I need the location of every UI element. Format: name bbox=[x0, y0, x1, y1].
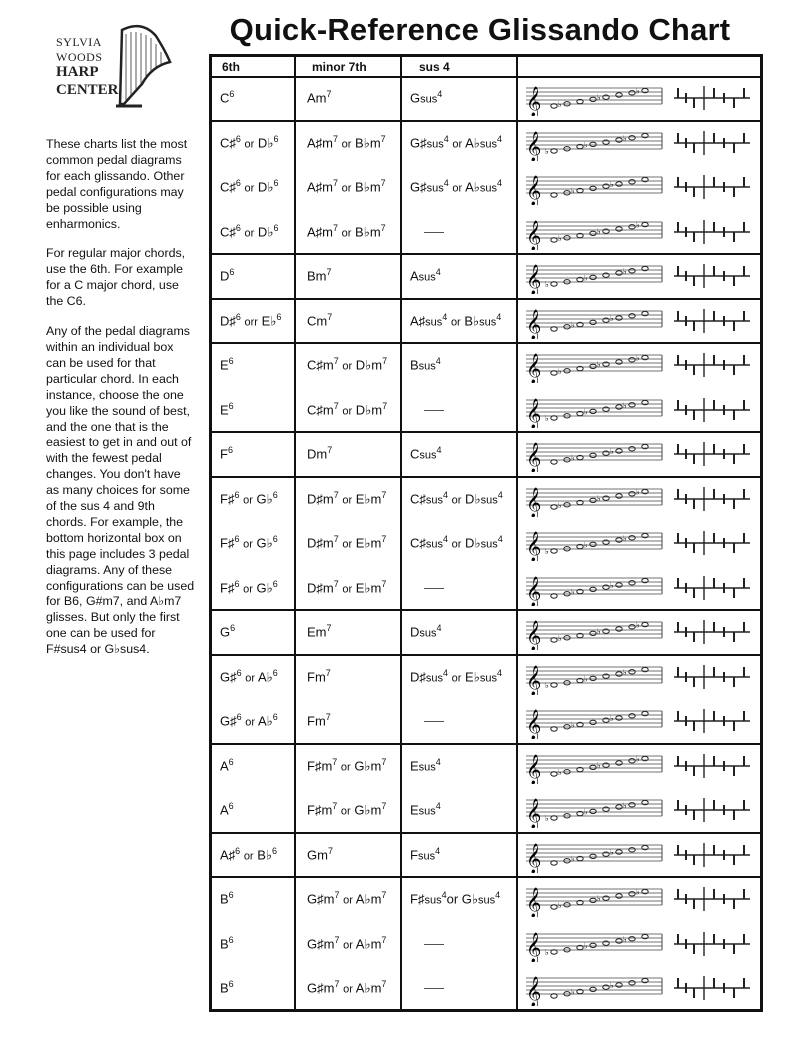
chord-cell-minor7: $A♯m^7$ or $B♭m^7$ bbox=[307, 222, 386, 240]
svg-text:♭: ♭ bbox=[571, 186, 575, 196]
chord-cell-sixth: C♯$^6$ or D♭$^6$ bbox=[220, 178, 279, 195]
svg-text:♭: ♭ bbox=[571, 987, 575, 997]
chord-cell-sixth: $B^6$ bbox=[220, 979, 234, 996]
notation-staff bbox=[524, 570, 664, 606]
empty-cell-dash bbox=[424, 232, 444, 233]
svg-text:♭: ♭ bbox=[558, 367, 562, 377]
chord-cell-minor7: $G♯m^7$ or $A♭m^7$ bbox=[307, 934, 387, 952]
svg-text:♭: ♭ bbox=[571, 720, 575, 730]
svg-text:♭: ♭ bbox=[545, 547, 549, 557]
col-header-sus4: sus 4 bbox=[419, 60, 450, 74]
notation-staff bbox=[524, 214, 664, 250]
svg-text:♭: ♭ bbox=[545, 280, 549, 290]
svg-text:𝄞: 𝄞 bbox=[526, 576, 542, 606]
empty-cell-dash bbox=[424, 410, 444, 411]
harp-icon bbox=[112, 22, 174, 108]
svg-text:𝄞: 𝄞 bbox=[526, 932, 542, 962]
pedal-diagram bbox=[672, 662, 752, 692]
pedal-diagram bbox=[672, 884, 752, 914]
pedal-diagram bbox=[672, 83, 752, 113]
col-header-6th: 6th bbox=[222, 60, 240, 74]
chord-cell-minor7: $C♯m^7$ or $D♭m^7$ bbox=[307, 356, 388, 373]
group-divider bbox=[212, 120, 760, 122]
chord-cell-minor7: Dm$^7$ bbox=[307, 445, 333, 462]
svg-text:♭: ♭ bbox=[545, 413, 549, 423]
note-paragraph-1: These charts list the most common pedal diagrams for each glissando. Other pedal configurations may be possible using enharmonics. bbox=[46, 137, 188, 231]
svg-text:♭: ♭ bbox=[584, 140, 588, 150]
chord-cell-sus4: Esus$^4$ bbox=[410, 756, 441, 774]
pedal-diagram bbox=[672, 128, 752, 158]
group-divider bbox=[212, 476, 760, 478]
svg-text:𝄞: 𝄞 bbox=[526, 443, 542, 473]
notation-staff bbox=[524, 748, 664, 784]
chord-cell-sixth: G♯$^6$ or A♭$^6$ bbox=[220, 712, 278, 729]
svg-text:♭: ♭ bbox=[623, 934, 627, 944]
notation-staff bbox=[524, 481, 664, 517]
notation-staff bbox=[524, 926, 664, 962]
notation-staff bbox=[524, 392, 664, 428]
page-title: Quick-Reference Glissando Chart bbox=[229, 12, 731, 47]
instructions-text bbox=[46, 137, 196, 672]
svg-text:♭: ♭ bbox=[623, 267, 627, 277]
chord-cell-minor7: $G♯m^7$ or $A♭m^7$ bbox=[307, 979, 387, 996]
notation-staff bbox=[524, 970, 664, 1006]
svg-text:♭: ♭ bbox=[545, 146, 549, 156]
svg-text:♭: ♭ bbox=[597, 226, 601, 236]
logo-line-1: SYLVIA bbox=[56, 35, 102, 49]
chord-cell-sixth: $C^6$ bbox=[220, 89, 235, 106]
svg-text:♭: ♭ bbox=[610, 447, 614, 457]
chord-cell-sixth: $B^6$ bbox=[220, 934, 234, 952]
svg-text:♭: ♭ bbox=[597, 627, 601, 637]
chord-cell-sus4: Gsus$^4$ bbox=[410, 89, 443, 106]
pedal-diagram bbox=[672, 573, 752, 603]
svg-text:𝄞: 𝄞 bbox=[526, 665, 542, 695]
chord-cell-minor7: Bm$^7$ bbox=[307, 267, 332, 284]
notation-staff bbox=[524, 792, 664, 828]
notation-staff bbox=[524, 436, 664, 472]
svg-text:♭: ♭ bbox=[610, 180, 614, 190]
notation-staff bbox=[524, 525, 664, 561]
note-paragraph-2: For regular major chords, use the 6th. For example for a C major chord, use the C6. bbox=[46, 246, 186, 309]
chord-cell-sixth: C♯$^6$ or D♭$^6$ bbox=[220, 222, 279, 240]
chord-cell-sixth: $F^6$ bbox=[220, 445, 233, 462]
pedal-diagram bbox=[672, 929, 752, 959]
chord-cell-sus4: Esus$^4$ bbox=[410, 801, 441, 818]
notation-staff bbox=[524, 258, 664, 294]
svg-text:♭: ♭ bbox=[597, 760, 601, 770]
svg-text:♭: ♭ bbox=[610, 981, 614, 991]
svg-text:𝄞: 𝄞 bbox=[526, 309, 542, 339]
group-divider bbox=[212, 609, 760, 611]
pedal-diagram bbox=[672, 172, 752, 202]
svg-text:♭: ♭ bbox=[545, 680, 549, 690]
svg-text:♭: ♭ bbox=[597, 493, 601, 503]
chord-cell-sus4: Csus$^4$ bbox=[410, 445, 442, 462]
svg-text:♭: ♭ bbox=[558, 233, 562, 243]
chord-cell-sus4: F♯sus$^4$or G♭sus$^4$ bbox=[410, 890, 501, 907]
group-divider bbox=[212, 654, 760, 656]
notation-staff bbox=[524, 837, 664, 873]
pedal-diagram bbox=[672, 395, 752, 425]
chord-cell-sus4: A♯sus$^4$ or B♭sus$^4$ bbox=[410, 311, 502, 329]
chord-cell-minor7: $G♯m^7$ or $A♭m^7$ bbox=[307, 890, 387, 907]
chord-cell-minor7: Am$^7$ bbox=[307, 89, 332, 106]
svg-text:♭: ♭ bbox=[623, 534, 627, 544]
svg-text:♭: ♭ bbox=[610, 313, 614, 323]
svg-text:𝄞: 𝄞 bbox=[526, 977, 542, 1007]
col-divider bbox=[294, 57, 296, 1009]
chord-cell-sixth: $E^6$ bbox=[220, 356, 234, 373]
pedal-diagram bbox=[672, 617, 752, 647]
notation-staff bbox=[524, 80, 664, 116]
group-divider bbox=[212, 431, 760, 433]
chord-cell-sus4: Fsus$^4$ bbox=[410, 845, 441, 863]
pedal-diagram bbox=[672, 439, 752, 469]
svg-text:♭: ♭ bbox=[558, 901, 562, 911]
pedal-diagram bbox=[672, 795, 752, 825]
notation-staff bbox=[524, 881, 664, 917]
chord-cell-sixth: F♯$^6$ or G♭$^6$ bbox=[220, 489, 278, 507]
chord-cell-sixth: $B^6$ bbox=[220, 890, 234, 907]
chord-cell-minor7: Gm$^7$ bbox=[307, 845, 333, 863]
group-divider bbox=[212, 298, 760, 300]
chord-cell-minor7: $D♯m^7$ or $E♭m^7$ bbox=[307, 578, 387, 596]
notation-staff bbox=[524, 703, 664, 739]
svg-text:♭: ♭ bbox=[584, 941, 588, 951]
chord-cell-sus4: G♯sus$^4$ or A♭sus$^4$ bbox=[410, 133, 503, 151]
svg-text:♭: ♭ bbox=[623, 801, 627, 811]
group-divider bbox=[212, 743, 760, 745]
pedal-diagram bbox=[672, 261, 752, 291]
svg-text:♭: ♭ bbox=[636, 86, 640, 96]
chord-cell-sixth: $A^6$ bbox=[220, 801, 234, 818]
svg-text:♭: ♭ bbox=[610, 714, 614, 724]
svg-text:♭: ♭ bbox=[610, 580, 614, 590]
harp-center-logo bbox=[52, 22, 172, 114]
group-divider bbox=[212, 832, 760, 834]
chord-cell-sixth: F♯$^6$ or G♭$^6$ bbox=[220, 534, 278, 551]
col-divider bbox=[516, 57, 518, 1009]
empty-cell-dash bbox=[424, 988, 444, 989]
svg-text:𝄞: 𝄞 bbox=[526, 220, 542, 250]
svg-text:♭: ♭ bbox=[558, 500, 562, 510]
svg-text:𝄞: 𝄞 bbox=[526, 843, 542, 873]
svg-text:♭: ♭ bbox=[558, 100, 562, 110]
svg-text:♭: ♭ bbox=[636, 887, 640, 897]
svg-text:𝄞: 𝄞 bbox=[526, 754, 542, 784]
logo-line-4: CENTER bbox=[56, 82, 119, 98]
col-divider bbox=[400, 57, 402, 1009]
chord-cell-minor7: $D♯m^7$ or $E♭m^7$ bbox=[307, 489, 387, 507]
svg-text:𝄞: 𝄞 bbox=[526, 398, 542, 428]
svg-text:♭: ♭ bbox=[636, 220, 640, 230]
pedal-diagram bbox=[672, 973, 752, 1003]
empty-cell-dash bbox=[424, 721, 444, 722]
svg-text:♭: ♭ bbox=[623, 400, 627, 410]
chord-cell-sus4: C♯sus$^4$ or D♭sus$^4$ bbox=[410, 489, 503, 507]
chord-cell-sixth: A♯$^6$ or B♭$^6$ bbox=[220, 845, 278, 863]
pedal-diagram bbox=[672, 840, 752, 870]
svg-text:𝄞: 𝄞 bbox=[526, 621, 542, 651]
notation-staff bbox=[524, 125, 664, 161]
svg-text:♭: ♭ bbox=[597, 93, 601, 103]
notation-staff bbox=[524, 169, 664, 205]
group-divider bbox=[212, 253, 760, 255]
chord-cell-sixth: F♯$^6$ or G♭$^6$ bbox=[220, 578, 278, 596]
svg-text:♭: ♭ bbox=[571, 320, 575, 330]
svg-text:♭: ♭ bbox=[558, 767, 562, 777]
chord-cell-minor7: $D♯m^7$ or $E♭m^7$ bbox=[307, 534, 387, 551]
svg-text:♭: ♭ bbox=[610, 847, 614, 857]
notation-staff bbox=[524, 659, 664, 695]
chord-cell-minor7: Fm$^7$ bbox=[307, 712, 331, 729]
group-divider bbox=[212, 342, 760, 344]
note-paragraph-3: Any of the pedal diagrams within an individual box can be used for that particular chord. In each instance, choose the one you like the sound of best, and the one that is the easiest to get in and out of with the fewest pedal changes. You don't have as many choices for some of the sus 4 and 9th chords. For example, the bottom horizontal box on this page includes 3 pedal diagrams. Any of these configurations can be used for B6, G#m7, and A♭m7 glisses. But only the first one can be used for F#sus4 or G♭sus4. bbox=[46, 324, 195, 657]
svg-text:♭: ♭ bbox=[597, 360, 601, 370]
svg-text:𝄞: 𝄞 bbox=[526, 265, 542, 295]
svg-text:♭: ♭ bbox=[545, 814, 549, 824]
svg-text:𝄞: 𝄞 bbox=[526, 176, 542, 206]
svg-text:♭: ♭ bbox=[584, 807, 588, 817]
chord-cell-sixth: $E^6$ bbox=[220, 400, 234, 418]
svg-text:♭: ♭ bbox=[636, 754, 640, 764]
chord-cell-sus4: C♯sus$^4$ or D♭sus$^4$ bbox=[410, 534, 503, 551]
svg-text:♭: ♭ bbox=[545, 947, 549, 957]
svg-text:♭: ♭ bbox=[584, 273, 588, 283]
chord-cell-sixth: $A^6$ bbox=[220, 756, 234, 774]
notation-staff bbox=[524, 347, 664, 383]
pedal-diagram bbox=[672, 751, 752, 781]
svg-text:𝄞: 𝄞 bbox=[526, 888, 542, 918]
chord-cell-minor7: Fm$^7$ bbox=[307, 667, 331, 685]
svg-text:𝄞: 𝄞 bbox=[526, 131, 542, 161]
svg-text:♭: ♭ bbox=[636, 487, 640, 497]
svg-text:♭: ♭ bbox=[584, 674, 588, 684]
chord-cell-minor7: Em$^7$ bbox=[307, 623, 332, 640]
pedal-diagram bbox=[672, 350, 752, 380]
notation-staff bbox=[524, 614, 664, 650]
pedal-diagram bbox=[672, 484, 752, 514]
chord-cell-sus4: Asus$^4$ bbox=[410, 267, 441, 284]
pedal-diagram bbox=[672, 528, 752, 558]
svg-text:♭: ♭ bbox=[571, 587, 575, 597]
chord-cell-sixth: G♯$^6$ or A♭$^6$ bbox=[220, 667, 278, 685]
pedal-diagram bbox=[672, 306, 752, 336]
logo-line-3: HARP bbox=[56, 64, 99, 80]
chord-cell-minor7: $A♯m^7$ or $B♭m^7$ bbox=[307, 133, 386, 151]
svg-text:𝄞: 𝄞 bbox=[526, 710, 542, 740]
chord-cell-sixth: $D^6$ bbox=[220, 267, 235, 284]
glissando-table bbox=[209, 54, 763, 1012]
chord-cell-minor7: $A♯m^7$ or $B♭m^7$ bbox=[307, 178, 386, 195]
col-header-minor7: minor 7th bbox=[312, 60, 367, 74]
empty-cell-dash bbox=[424, 588, 444, 589]
notation-staff bbox=[524, 303, 664, 339]
svg-text:♭: ♭ bbox=[584, 407, 588, 417]
svg-text:♭: ♭ bbox=[636, 353, 640, 363]
svg-text:♭: ♭ bbox=[623, 133, 627, 143]
svg-text:♭: ♭ bbox=[597, 894, 601, 904]
svg-text:♭: ♭ bbox=[584, 540, 588, 550]
svg-text:♭: ♭ bbox=[623, 667, 627, 677]
chord-cell-sixth: $G^6$ bbox=[220, 623, 236, 640]
chord-cell-sus4: Dsus$^4$ bbox=[410, 623, 442, 640]
svg-text:♭: ♭ bbox=[571, 453, 575, 463]
svg-text:𝄞: 𝄞 bbox=[526, 799, 542, 829]
chord-cell-sixth: D♯$^6$ orr E♭$^6$ bbox=[220, 311, 282, 329]
svg-text:𝄞: 𝄞 bbox=[526, 487, 542, 517]
chord-cell-sixth: C♯$^6$ or D♭$^6$ bbox=[220, 133, 279, 151]
chord-cell-minor7: Cm$^7$ bbox=[307, 311, 333, 329]
chord-cell-minor7: $C♯m^7$ or $D♭m^7$ bbox=[307, 400, 388, 418]
svg-text:𝄞: 𝄞 bbox=[526, 87, 542, 117]
chord-cell-sus4: Bsus$^4$ bbox=[410, 356, 441, 373]
pedal-diagram bbox=[672, 706, 752, 736]
chord-cell-sus4: D♯sus$^4$ or E♭sus$^4$ bbox=[410, 667, 502, 685]
empty-cell-dash bbox=[424, 944, 444, 945]
svg-text:𝄞: 𝄞 bbox=[526, 532, 542, 562]
chord-cell-minor7: $F♯m^7$ or $G♭m^7$ bbox=[307, 756, 387, 774]
svg-text:𝄞: 𝄞 bbox=[526, 354, 542, 384]
svg-text:♭: ♭ bbox=[571, 854, 575, 864]
pedal-diagram bbox=[672, 217, 752, 247]
svg-text:♭: ♭ bbox=[636, 620, 640, 630]
group-divider bbox=[212, 876, 760, 878]
chord-cell-minor7: $F♯m^7$ or $G♭m^7$ bbox=[307, 801, 387, 818]
svg-text:♭: ♭ bbox=[558, 634, 562, 644]
chord-cell-sus4: G♯sus$^4$ or A♭sus$^4$ bbox=[410, 178, 503, 195]
logo-line-2: WOODS bbox=[56, 50, 103, 64]
